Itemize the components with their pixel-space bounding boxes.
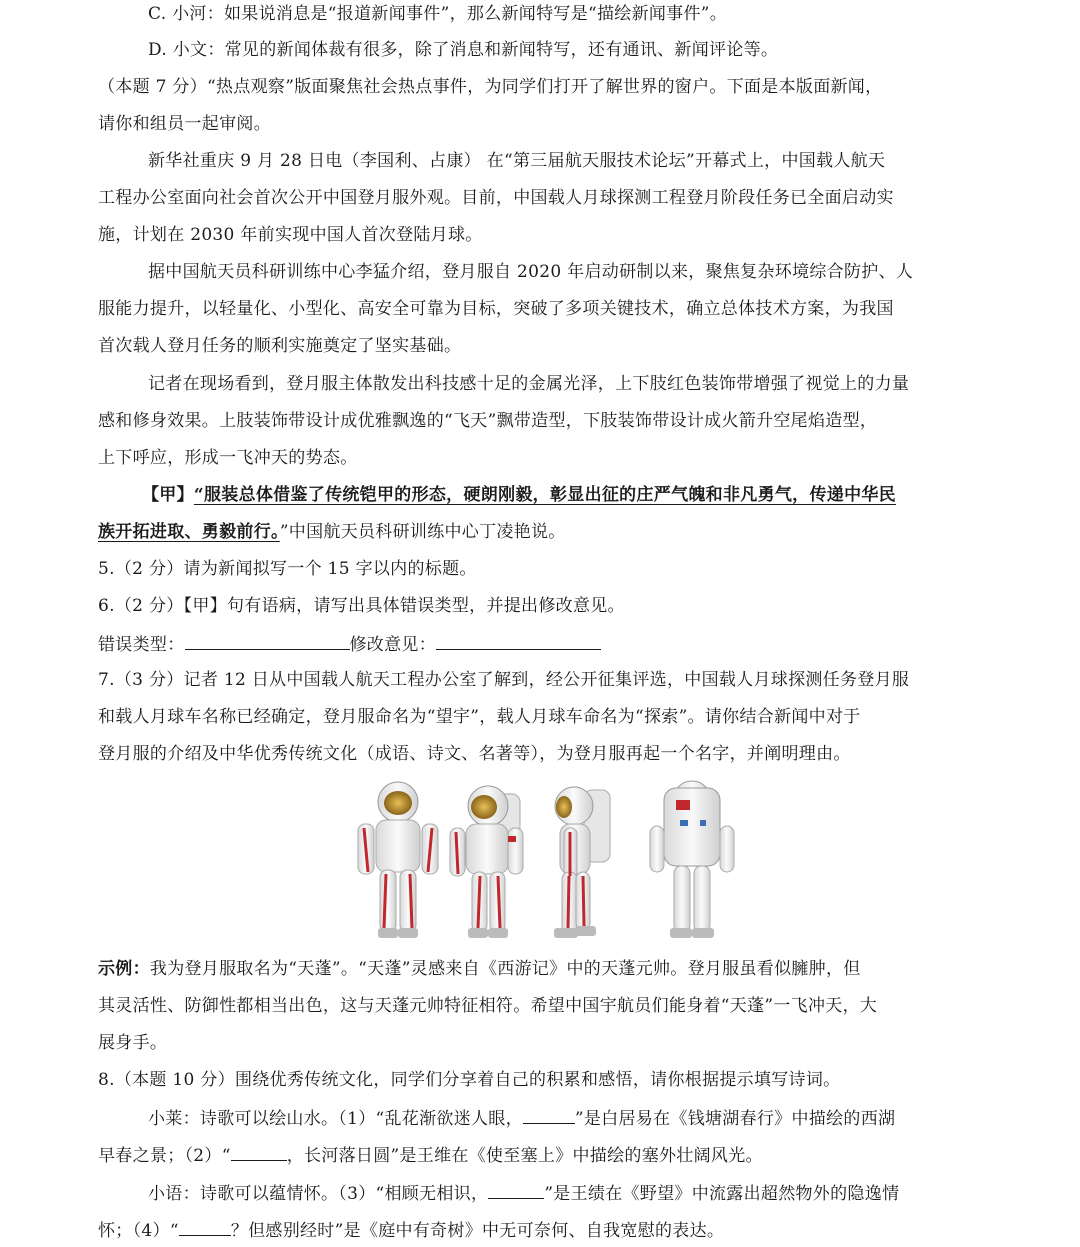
question-8-item-c (0, 1180, 1080, 1206)
question-7-l1: 7.（3 分）记者 12 日从中国载人航天工程办公室了解到，经公开征集评选，中国载人月球探测任务登月服 (98, 670, 910, 690)
news-p2-l1: 据中国航天员科研训练中心李猛介绍，登月服自 2020 年启动研制以来，聚焦复杂环境综合防护、人 (148, 262, 914, 282)
example-l3: 展身手。 (98, 1033, 168, 1053)
fix-suggestion-blank[interactable] (436, 631, 601, 650)
error-type-label: 错误类型： (98, 635, 185, 655)
news-p1-l1: 新华社重庆 9 月 28 日电（李国利、占康） 在“第三届航天服技术论坛”开幕式上，中国载人航天 (148, 151, 886, 171)
jia-attribution: ”中国航天员科研训练中心丁凌艳说。 (279, 522, 566, 542)
q8d-prefix: 怀；（4）“ (98, 1221, 179, 1241)
example-l1 (0, 957, 1080, 983)
example-label: 示例： (98, 959, 150, 979)
q8d-suffix: ？但感别经时”是《庭中有奇树》中无可奈何、自我宽慰的表达。 (230, 1221, 725, 1241)
q8c-prefix: 小语：诗歌可以蕴情怀。（3）“相顾无相识， (148, 1184, 489, 1204)
intro-line-2: 请你和组员一起审阅。 (98, 114, 271, 134)
blank-3[interactable] (488, 1180, 544, 1199)
blank-1[interactable] (523, 1105, 575, 1124)
jia-sentence-part1: “服装总体借鉴了传统铠甲的形态，硬朗刚毅，彰显出征的庄严气魄和非凡勇气，传递中华民 (193, 485, 896, 505)
lunar-suit-illustration (340, 776, 740, 946)
question-7-l3: 登月服的介绍及中华优秀传统文化（成语、诗文、名著等），为登月服再起一个名字，并阐明理由。 (98, 744, 851, 764)
q8b-suffix: ，长河落日圆”是王维在《使至塞上》中描绘的塞外壮阔风光。 (286, 1146, 763, 1166)
suit-side-view (554, 787, 610, 938)
news-p3-l2: 感和修身效果。上肢装饰带设计成优雅飘逸的“飞天”飘带造型，下肢装饰带设计成火箭升空尾焰造型， (98, 411, 878, 431)
suit-angled-view (450, 786, 523, 938)
q8c-suffix: ”是王绩在《野望》中流露出超然物外的隐逸情 (544, 1184, 900, 1204)
question-8-item-d (0, 1217, 1080, 1243)
news-p1-l2: 工程办公室面向社会首次公开中国登月服外观。目前，中国载人月球探测工程登月阶段任务已全面启动实 (98, 188, 894, 208)
news-p4-l1 (0, 483, 1080, 509)
example-text-1: 我为登月服取名为“天蓬”。“天蓬”灵感来自《西游记》中的天蓬元帅。登月服虽看似臃肿，但 (149, 959, 861, 979)
jia-tag: 【甲】 (142, 485, 194, 505)
q8a-prefix: 小莱：诗歌可以绘山水。（1）“乱花渐欲迷人眼， (148, 1109, 523, 1129)
blank-2[interactable] (231, 1142, 287, 1161)
question-8-item-b (0, 1142, 1080, 1168)
intro-line-1: （本题 7 分）“热点观察”版面聚焦社会热点事件，为同学们打开了解世界的窗户。下面是本版面新闻， (98, 77, 883, 97)
flag-icon (676, 800, 690, 810)
jia-sentence-part2: 族开拓进取、勇毅前行。 (98, 522, 280, 542)
question-8-item-a (0, 1105, 1080, 1131)
suit-back-view (650, 781, 734, 938)
q8b-prefix: 早春之景；（2）“ (98, 1146, 231, 1166)
news-p3-l1: 记者在现场看到，登月服主体散发出科技感十足的金属光泽，上下肢红色装饰带增强了视觉上的力量 (148, 374, 910, 394)
news-p2-l3: 首次载人登月任务的顺利实施奠定了坚实基础。 (98, 336, 462, 356)
blank-4[interactable] (179, 1217, 231, 1236)
fix-suggestion-label: 修改意见： (349, 635, 436, 655)
question-5: 5.（2 分）请为新闻拟写一个 15 字以内的标题。 (98, 559, 477, 579)
question-8: 8.（本题 10 分）围绕优秀传统文化，同学们分享着自己的积累和感悟，请你根据提示填写诗词。 (98, 1070, 841, 1090)
error-type-blank[interactable] (185, 631, 350, 650)
news-p4-l2 (0, 520, 1080, 546)
suit-front-view (358, 782, 438, 938)
option-c: C. 小河：如果说消息是“报道新闻事件”，那么新闻特写是“描绘新闻事件”。 (148, 4, 728, 24)
q8a-suffix: ”是白居易在《钱塘湖春行》中描绘的西湖 (574, 1109, 896, 1129)
question-7-l2: 和载人月球车名称已经确定，登月服命名为“望宇”，载人月球车命名为“探索”。请你结合新闻中对于 (98, 707, 861, 727)
question-6-answer-row (0, 631, 1080, 657)
option-d: D. 小文：常见的新闻体裁有很多，除了消息和新闻特写，还有通讯、新闻评论等。 (148, 40, 779, 60)
news-p3-l3: 上下呼应，形成一飞冲天的势态。 (98, 448, 358, 468)
news-p2-l2: 服能力提升，以轻量化、小型化、高安全可靠为目标，突破了多项关键技术，确立总体技术方案，为我国 (98, 299, 894, 319)
question-6: 6.（2 分）【甲】句有语病，请写出具体错误类型，并提出修改意见。 (98, 596, 625, 616)
example-l2: 其灵活性、防御性都相当出色，这与天蓬元帅特征相符。希望中国宇航员们能身着“天蓬”一飞冲天，大 (98, 996, 878, 1016)
news-p1-l3: 施，计划在 2030 年前实现中国人首次登陆月球。 (98, 225, 483, 245)
